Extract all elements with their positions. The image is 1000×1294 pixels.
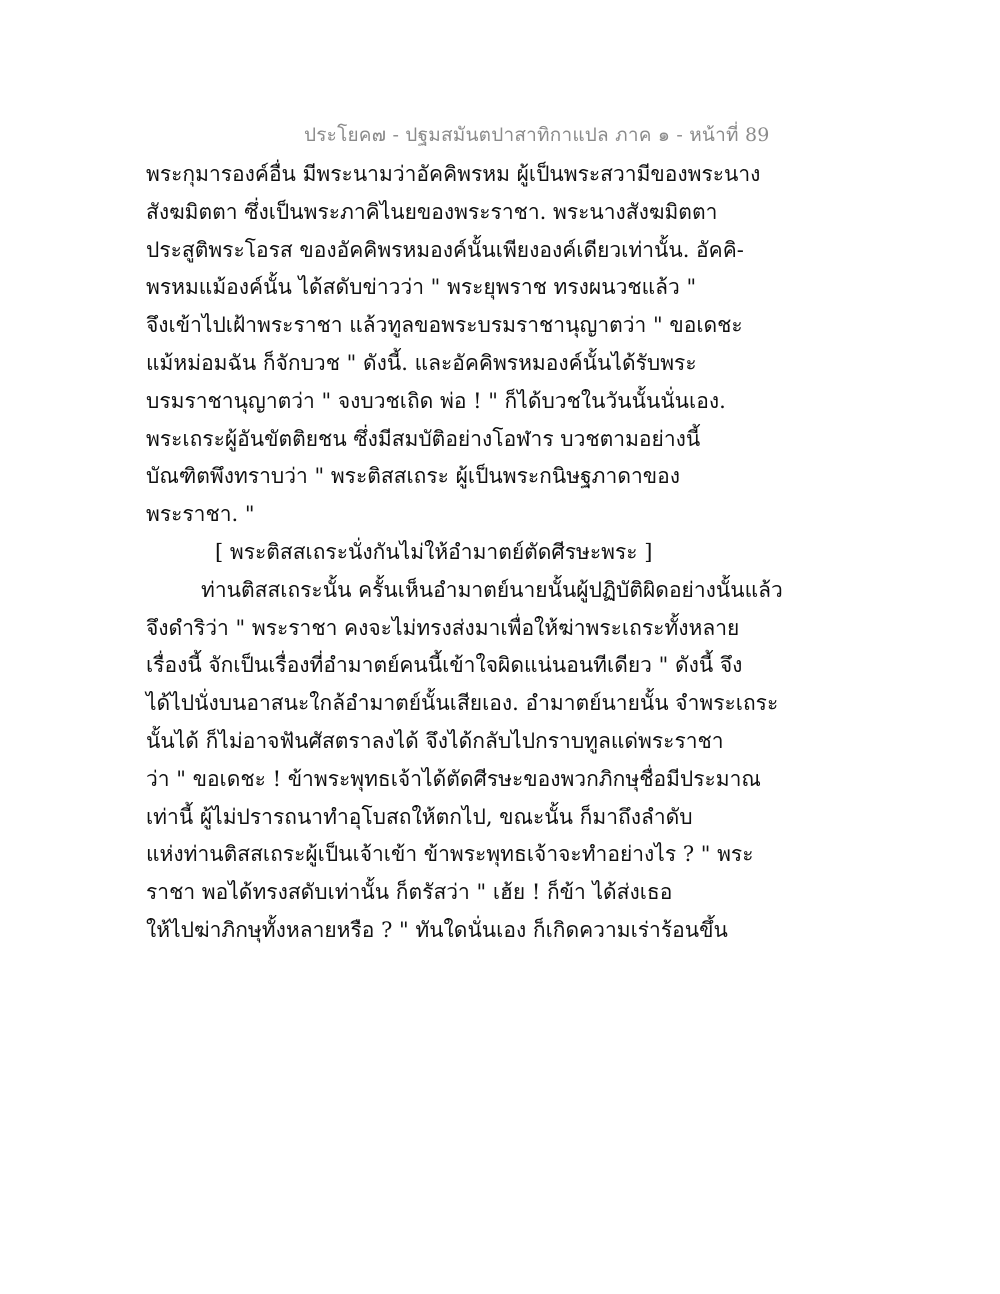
text-line: ให้ไปฆ่าภิกษุทั้งหลายหรือ ? " ทันใดนั่นเอง ก็เกิดความเร่าร้อนขึ้น [146,917,728,942]
body-text [146,156,846,950]
text-line: ราชา พอได้ทรงสดับเท่านั้น ก็ตรัสว่า " เฮ้ย ! ก็ข้า ได้ส่งเธอ [146,880,673,905]
section-heading: [ พระติสสเถระนั่งกันไม่ให้อำมาตย์ตัดศีรษะพระ ] [215,539,653,564]
paragraph-2 [146,572,846,950]
text-line: พระกุมารองค์อื่น มีพระนามว่าอัคคิพรหม ผู้เป็นพระสวามีของพระนาง [146,162,761,186]
text-line: พรหมแม้องค์นั้น ได้สดับข่าวว่า " พระยุพราช ทรงผนวชแล้ว " [146,275,697,300]
text-line: ประสูติพระโอรส ของอัคคิพรหมองค์นั้นเพียงองค์เดียวเท่านั้น. อัคคิ- [146,237,744,262]
text-line: ท่านติสสเถระนั้น ครั้นเห็นอำมาตย์นายนั้นผู้ปฏิบัติผิดอย่างนั้นแล้ว [201,577,783,602]
text-line: เท่านี้ ผู้ไม่ปรารถนาทำอุโบสถให้ตกไป, ขณะนั้น ก็มาถึงลำดับ [146,804,693,829]
text-line: จึงดำริว่า " พระราชา คงจะไม่ทรงส่งมาเพื่อให้ฆ่าพระเถระทั้งหลาย [146,615,740,640]
text-line: บัณฑิตพึงทราบว่า " พระติสสเถระ ผู้เป็นพระกนิษฐภาดาของ [146,464,680,489]
paragraph-1 [146,156,846,534]
text-line: แห่งท่านติสสเถระผู้เป็นเจ้าเข้า ข้าพระพุทธเจ้าจะทำอย่างไร ? " พระ [146,842,754,867]
text-line: นั้นได้ ก็ไม่อาจฟันศัสตราลงได้ จึงได้กลับไปกราบทูลแด่พระราชา [146,728,724,753]
text-line: จึงเข้าไปเฝ้าพระราชา แล้วทูลขอพระบรมราชานุญาตว่า " ขอเดชะ [146,313,743,338]
text-line: พระราชา. " [146,502,255,527]
text-line: แม้หม่อมฉัน ก็จักบวช " ดังนี้. และอัคคิพรหมองค์นั้นได้รับพระ [146,350,697,375]
text-line: เรื่องนี้ จักเป็นเรื่องที่อำมาตย์คนนี้เข้าใจผิดแน่นอนทีเดียว " ดังนี้ จึง [146,653,743,678]
text-line: สังฆมิตตา ซึ่งเป็นพระภาคิไนยของพระราชา. พระนางสังฆมิตตา [146,199,718,224]
text-line: บรมราชานุญาตว่า " จงบวชเถิด พ่อ ! " ก็ได้บวชในวันนั้นนั่นเอง. [146,388,726,413]
text-line: ได้ไปนั่งบนอาสนะใกล้อำมาตย์นั้นเสียเอง. อำมาตย์นายนั้น จำพระเถระ [146,691,779,716]
text-line: ว่า " ขอเดชะ ! ข้าพระพุทธเจ้าได้ตัดศีรษะของพวกภิกษุชื่อมีประมาณ [146,766,761,791]
running-header: ประโยค๗ - ปฐมสมันตปาสาทิกาแปล ภาค ๑ - หน้าที่ 89 [304,124,770,146]
text-line: พระเถระผู้อันขัตติยชน ซึ่งมีสมบัติอย่างโอฬาร บวชตามอย่างนี้ [146,426,701,451]
